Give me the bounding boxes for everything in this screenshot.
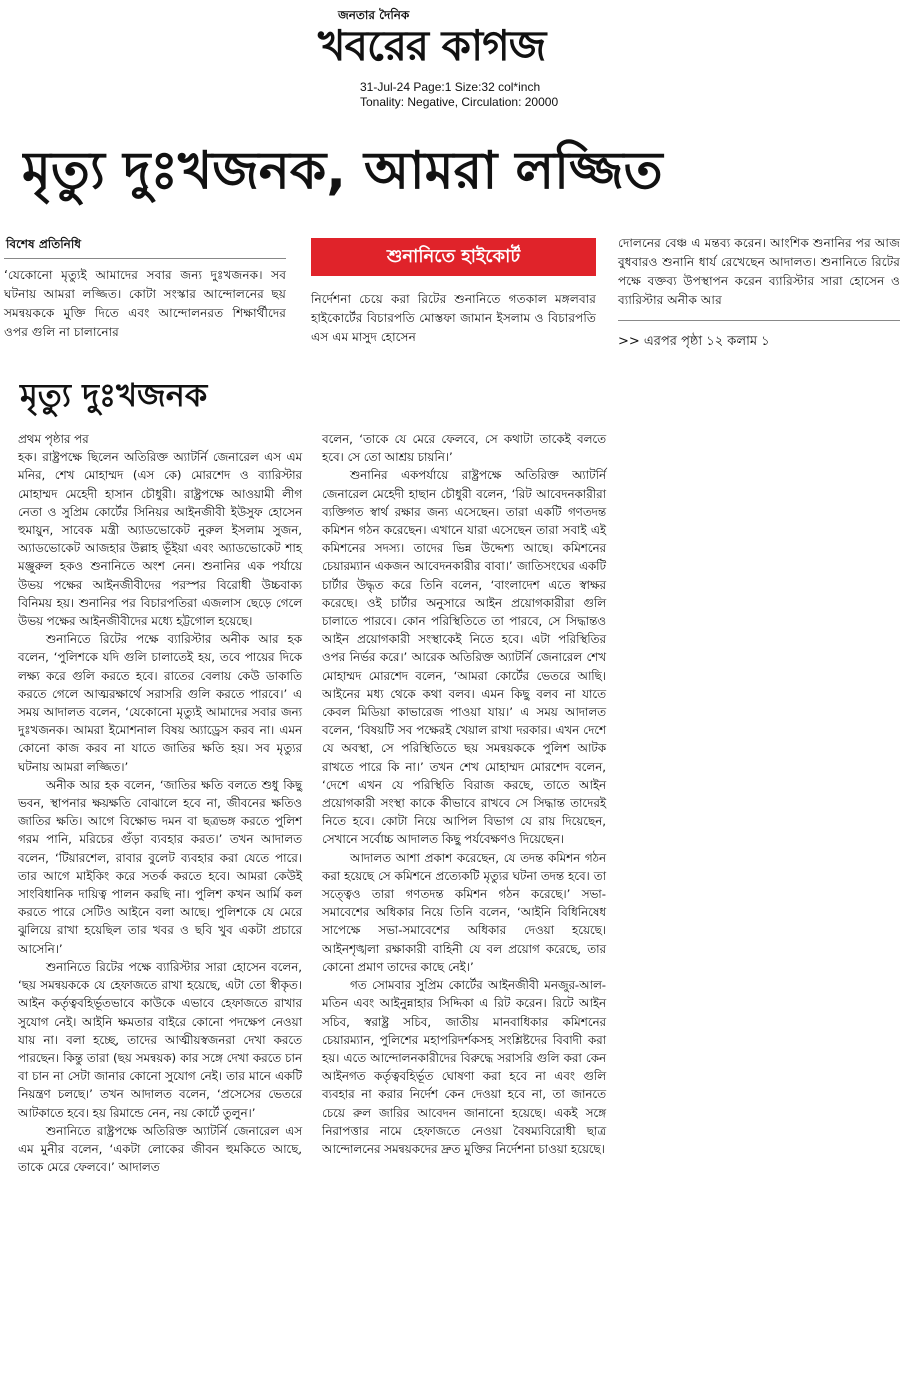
clipping-meta-line1: 31-Jul-24 Page:1 Size:32 col*inch: [360, 80, 541, 94]
front-column-2: [311, 290, 596, 347]
front-column-1: [4, 266, 286, 342]
front-column-3-text: দোলনের বেঞ্চ এ মন্তব্য করেন। আংশিক শুনানির পর আজ বুধবারও শুনানি ধার্য রেখেছেন আদালত। শুনানিতে রিটের পক্ষে বক্তব্য উপস্থাপন করেন ব্যারিস্টার সারা হোসেন ও ব্যারিস্টার অনীক আর: [618, 236, 900, 307]
byline: বিশেষ প্রতিনিধি: [6, 237, 81, 251]
paragraph: শুনানিতে রাষ্ট্রপক্ষে অতিরিক্ত অ্যাটর্নি জেনারেল এস এম মুনীর বলেন, ‘একটা লোকের জীবন হুমকিতে আছে, তাকে মেরে ফেলবে।’ আদালত: [18, 1123, 302, 1175]
paragraph: শুনানিতে রিটের পক্ষে ব্যারিস্টার সারা হোসেন বলেন, ‘ছয় সমন্বয়ককে যে হেফাজতে রাখা হয়েছে, এটা তো স্বীকৃত। আইন কর্তৃত্ববহির্ভূতভাবে কাউকে এভাবে হেফাজতে রাখার সুযোগ নেই। আইনি ক্ষমতার বাইরে কোনো পদক্ষেপ নেওয়া যায় না। বলা হচ্ছে, তাদের আত্মীয়স্বজনরা দেখা করতে পারছেন। কিন্তু তারা (ছয় সমন্বয়ক) কার সঙ্গে দেখা করতে চান বা চান না সেটা জানার কোনো সুযোগ নেই। তার মানে একটি নিয়ন্ত্রণ চলছে।’ তখন আদালত বলেন, ‘প্রসেসের ভেতরে আটকাতে হবে। হয় রিমান্ডে নেন, নয় কোর্টে তুলুন।’: [18, 959, 302, 1120]
jump-line: >> এরপর পৃষ্ঠা ১২ কলাম ১: [618, 334, 770, 349]
section-badge: শুনানিতে হাইকোর্ট: [311, 238, 596, 276]
clipping-meta: [360, 80, 558, 110]
masthead-tagline: জনতার দৈনিক: [338, 8, 410, 22]
divider: [618, 320, 900, 321]
paragraph: বলেন, ‘তাকে যে মেরে ফেলবে, সে কথাটা তাকেই বলতে হবে। সে তো আশ্রয় চায়নি।’: [322, 432, 606, 465]
front-column-1-text: ‘যেকোনো মৃত্যুই আমাদের সবার জন্য দুঃখজনক। সব ঘটনায় আমরা লজ্জিত। কোটা সংস্কার আন্দোলনের ছয় সমন্বয়ককে মুক্তি দিতে এবং আন্দোলনরত শিক্ষার্থীদের ওপর গুলি না চালানোর: [4, 268, 286, 339]
continuation-left-column: [18, 430, 302, 1176]
divider: [4, 258, 286, 259]
continued-from: প্রথম পৃষ্ঠার পর: [18, 432, 89, 446]
headline: মৃত্যু দুঃখজনক, আমরা লজ্জিত: [22, 141, 663, 201]
continuation-subhead: মৃত্যু দুঃখজনক: [20, 376, 208, 414]
front-column-2-text: নির্দেশনা চেয়ে করা রিটের শুনানিতে গতকাল মঙ্গলবার হাইকোর্টের বিচারপতি মোস্তফা জামান ইসলাম ও বিচারপতি এস এম মাসুদ হোসেন: [311, 292, 596, 344]
paragraph: হক। রাষ্ট্রপক্ষে ছিলেন অতিরিক্ত অ্যাটর্নি জেনারেল এস এম মনির, শেখ মোহাম্মদ (এস কে) মোরশেদ ও ব্যারিস্টার মোহাম্মদ মেহেদী হাসান চৌধুরী। রাষ্ট্রপক্ষে আওয়ামী লীগ নেতা ও সুপ্রিম কোর্টের সিনিয়র আইনজীবী ইউসুফ হোসেন হুমায়ুন, সাবেক মন্ত্রী অ্যাডভোকেট নুরুল ইসলাম সুজন, অ্যাডভোকেট আজহার উল্লাহ ভূঁইয়া এবং অ্যাডভোকেট শাহ মঞ্জুরুল হকও শুনানিতে অংশ নেন। শুনানির এক পর্যায়ে উভয় পক্ষের আইনজীবীদের পরস্পর বিরোধী উচ্চবাক্য বিনিময় হয়। শুনানির পর বিচারপতিরা এজলাস ছেড়ে গেলে উভয় পক্ষের আইনজীবীদের মধ্যে হট্টগোল হয়েছে।: [18, 450, 302, 629]
clipping-meta-line2: Tonality: Negative, Circulation: 20000: [360, 95, 559, 109]
continuation-right-column: [322, 430, 606, 1158]
paragraph: অনীক আর হক বলেন, ‘জাতির ক্ষতি বলতে শুধু কিছু ভবন, স্থাপনার ক্ষয়ক্ষতি বোঝালে হবে না, জীবনের ক্ষতিও জাতির ক্ষতি। আগে বিক্ষোভ দমন বা ছত্রভঙ্গ করতে পুলিশ গরম পানি, মরিচের গুঁড়া ব্যবহার করত।’ তখন আদালত বলেন, ‘টিয়ারশেল, রাবার বুলেট ব্যবহার করা যেতে পারে। তার আগে মাইকিং করে সতর্ক করতে হবে। আমরা কেউই সাংবিধানিক দায়িত্ব পালন করছি না। পুলিশ কখন আর্মি কল করতে পারে সেটিও আইনে বলা আছে। পুলিশকে যে মেরে ঝুলিয়ে রাখা হয়েছিল তার খবর ও ছবি খুব একটা প্রচারে আসেনি।’: [18, 777, 302, 956]
paragraph: আদালত আশা প্রকাশ করেছেন, যে তদন্ত কমিশন গঠন করা হয়েছে সে কমিশনে প্রত্যেকটি মৃত্যুর ঘটনা তদন্ত হবে। তা সত্ত্বেও তারা গণতদন্ত কমিশন গঠন করেছে।’ সভা-সমাবেশের অধিকার নিয়ে তিনি বলেন, ‘আইনি বিধিনিষেধ সাপেক্ষে সভা-সমাবেশের অধিকার দেওয়া হয়েছে। আইনশৃঙ্খলা রক্ষাকারী বাহিনী যে বল প্রয়োগ করেছে, তার কোনো প্রমাণ তাদের কাছে নেই।’: [322, 850, 606, 974]
front-column-3: [618, 234, 900, 310]
masthead-name: খবরের কাগজ: [318, 21, 546, 70]
paragraph: শুনানির একপর্যায়ে রাষ্ট্রপক্ষে অতিরিক্ত অ্যাটর্নি জেনারেল মেহেদী হাছান চৌধুরী বলেন, ‘রিট আবেদনকারীরা ব্যক্তিগত স্বার্থ রক্ষার জন্য এসেছেন। তারা একটি গণতদন্ত কমিশন গঠন করেছেন। এখানে যারা এসেছেন তারা সবাই এই কমিশনের সদস্য। তাদের ভিন্ন উদ্দেশ্য আছে। কমিশনের চেয়ারম্যান একজন আবেদনকারীর বাবা।’ জাতিসংঘের একটি চার্টার উদ্ধৃত করে তিনি বলেন, ‘বাংলাদেশ এতে স্বাক্ষর করেছে। ওই চার্টার অনুসারে আইন প্রয়োগকারীরা গুলি চালাতে পারবে। কোন পরিস্থিতিতে তা পারবে, সে সিদ্ধান্তও আইন প্রয়োগকারী সংস্থাকেই নিতে হবে। এটা পরিস্থিতির ওপর নির্ভর করে।’ আরেক অতিরিক্ত অ্যাটর্নি জেনারেল শেখ মোহাম্মদ মোরশেদ বলেন, ‘আমরা কোর্টের ভেতরে আছি। আইনের মধ্য থেকে কথা বলব। এমন কিছু বলব না যাতে কেবল মিডিয়া কাভারেজ পাওয়া যায়।’ এ সময় আদালত বলেন, ‘বিষয়টি সব পক্ষেরই খেয়াল রাখা দরকার। এখন দেশে যে অবস্থা, সে পরিস্থিতিতে ছয় সমন্বয়ককে পুলিশ আটক রাখতে পারে কি না।’ তখন শেখ মোহাম্মদ মোরশেদ বলেন, ‘দেশে এখন যে পরিস্থিতি বিরাজ করছে, তাতে আইন প্রয়োগকারী সংস্থা কাকে কীভাবে রাখবে সে সিদ্ধান্ত তাদেরই নিতে হবে। কোটা নিয়ে আপিল বিভাগ যে রায় দিয়েছেন, সেখানে সর্বোচ্চ আদালত কিছু পর্যবেক্ষণও দিয়েছেন।: [322, 468, 606, 847]
paragraph: শুনানিতে রিটের পক্ষে ব্যারিস্টার অনীক আর হক বলেন, ‘পুলিশকে যদি গুলি চালাতেই হয়, তবে পায়ের দিকে লক্ষ্য করে গুলি করতে হবে। রাতের বেলায় কেউ ডাকাতি করতে গেলে আত্মরক্ষার্থে সরাসরি গুলি করতে পারবে।’ এ সময় আদালত বলেন, ‘যেকোনো মৃত্যুই আমাদের সবার জন্য দুঃখজনক। আমরা ইমোশনাল বিষয় অ্যাড্রেস করব না। এমন কোনো কাজ করব না যাতে জাতির ক্ষতি হয়। সব মৃত্যুর ঘটনায় আমরা লজ্জিত।’: [18, 632, 302, 774]
paragraph: গত সোমবার সুপ্রিম কোর্টের আইনজীবী মনজুর-আল-মতিন এবং আইনুন্নাহার সিদ্দিকা এ রিট করেন। রিটে আইন সচিব, স্বরাষ্ট্র সচিব, জাতীয় মানবাধিকার কমিশনের চেয়ারম্যান, পুলিশের মহাপরিদর্শকসহ সংশ্লিষ্টদের বিবাদী করা হয়। এতে আন্দোলনকারীদের বিরুদ্ধে সরাসরি গুলি করা কেন আইনগত কর্তৃত্ববহির্ভূত ঘোষণা করা হবে না এবং গুলি ব্যবহার না করার নির্দেশ কেন দেওয়া হবে না, তা জানতে চেয়ে রুল জারির আবেদন জানানো হয়েছে। একই সঙ্গে নিরাপত্তার নামে হেফাজতে নেওয়া বৈষম্যবিরোধী ছাত্র আন্দোলনের সমন্বয়কদের দ্রুত মুক্তির নির্দেশনা চাওয়া হয়েছে।: [322, 978, 606, 1156]
